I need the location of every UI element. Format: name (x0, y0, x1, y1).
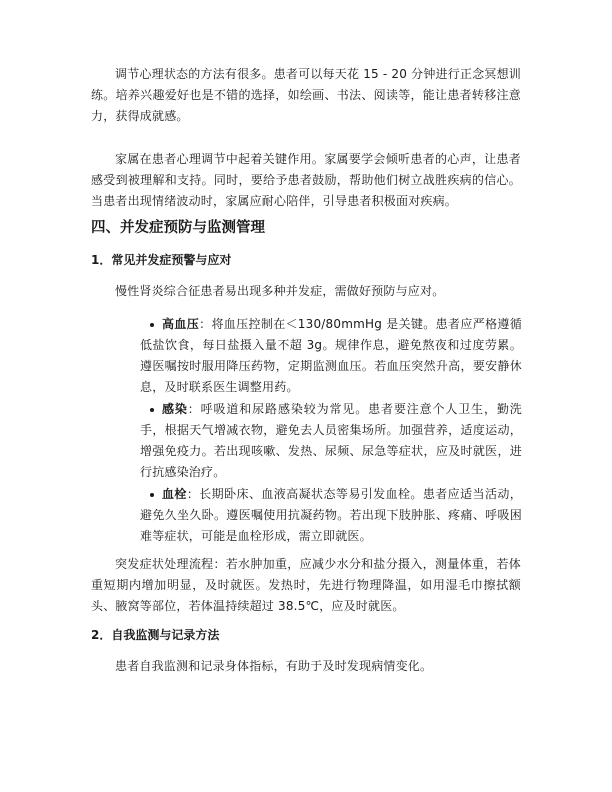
bullet-dot-icon (150, 493, 154, 497)
list-item-thrombosis (140, 484, 522, 547)
item-term: 血栓 (162, 487, 187, 501)
subsection-heading-self-monitoring: 2．自我监测与记录方法 (91, 628, 220, 642)
item-separator: ： (187, 402, 201, 416)
item-term: 感染 (162, 402, 188, 416)
complication-list (140, 314, 522, 548)
bullet-dot-icon (150, 408, 154, 412)
item-text: 长期卧床、血液高凝状态等易引发血栓。患者应适当活动，避免久坐久卧。遵医嘱使用抗凝药物。若出现下肢肿胀、疼痛、呼吸困难等症状，可能是血栓形成，需立即就医。 (140, 487, 522, 543)
item-term: 高血压 (162, 317, 200, 331)
paragraph-self-monitoring-intro: 患者自我监测和记录身体指标，有助于及时发现病情变化。 (115, 659, 433, 673)
item-text: 将血压控制在＜130/80mmHg 是关键。患者应严格遵循低盐饮食，每日盐摄入量不超 3g。规律作息，避免熬夜和过度劳累。遵医嘱按时服用降压药物，定期监测血压。若血压突然升高，要安静休息，及时联系医生调整用药。 (140, 317, 522, 394)
bullet-dot-icon (150, 323, 154, 327)
list-item-infection (140, 399, 522, 483)
item-separator: ： (186, 487, 200, 501)
subsection-heading-complications: 1．常见并发症预警与应对 (91, 253, 232, 267)
item-text: 呼吸道和尿路感染较为常见。患者要注意个人卫生，勤洗手，根据天气增减衣物，避免去人员密集场所。加强营养，适度运动，增强免疫力。若出现咳嗽、发热、尿频、尿急等症状，应及时就医，进行抗感染治疗。 (140, 402, 522, 479)
paragraph-complications-intro: 慢性肾炎综合征患者易出现多种并发症，需做好预防与应对。 (115, 284, 445, 298)
section-heading: 四、并发症预防与监测管理 (91, 220, 265, 236)
item-separator: ： (199, 317, 212, 331)
paragraph-emergency-process: 突发症状处理流程：若水肿加重，应减少水分和盐分摄入，测量体重，若体重短期内增加明显，及时就医。发热时，先进行物理降温，如用湿毛巾擦拭额头、腋窝等部位，若体温持续超过 38.5℃，应及时就医。 (91, 557, 521, 613)
paragraph-mental-methods: 调节心理状态的方法有很多。患者可以每天花 15 - 20 分钟进行正念冥想训练。培养兴趣爱好也是不错的选择，如绘画、书法、阅读等，能让患者转移注意力，获得成就感。 (91, 67, 521, 123)
list-item-hypertension (140, 314, 522, 398)
paragraph-family-role: 家属在患者心理调节中起着关键作用。家属要学会倾听患者的心声，让患者感受到被理解和支持。同时，要给予患者鼓励，帮助他们树立战胜疾病的信心。当患者出现情绪波动时，家属应耐心陪伴，引导患者积极面对疾病。 (91, 152, 521, 208)
